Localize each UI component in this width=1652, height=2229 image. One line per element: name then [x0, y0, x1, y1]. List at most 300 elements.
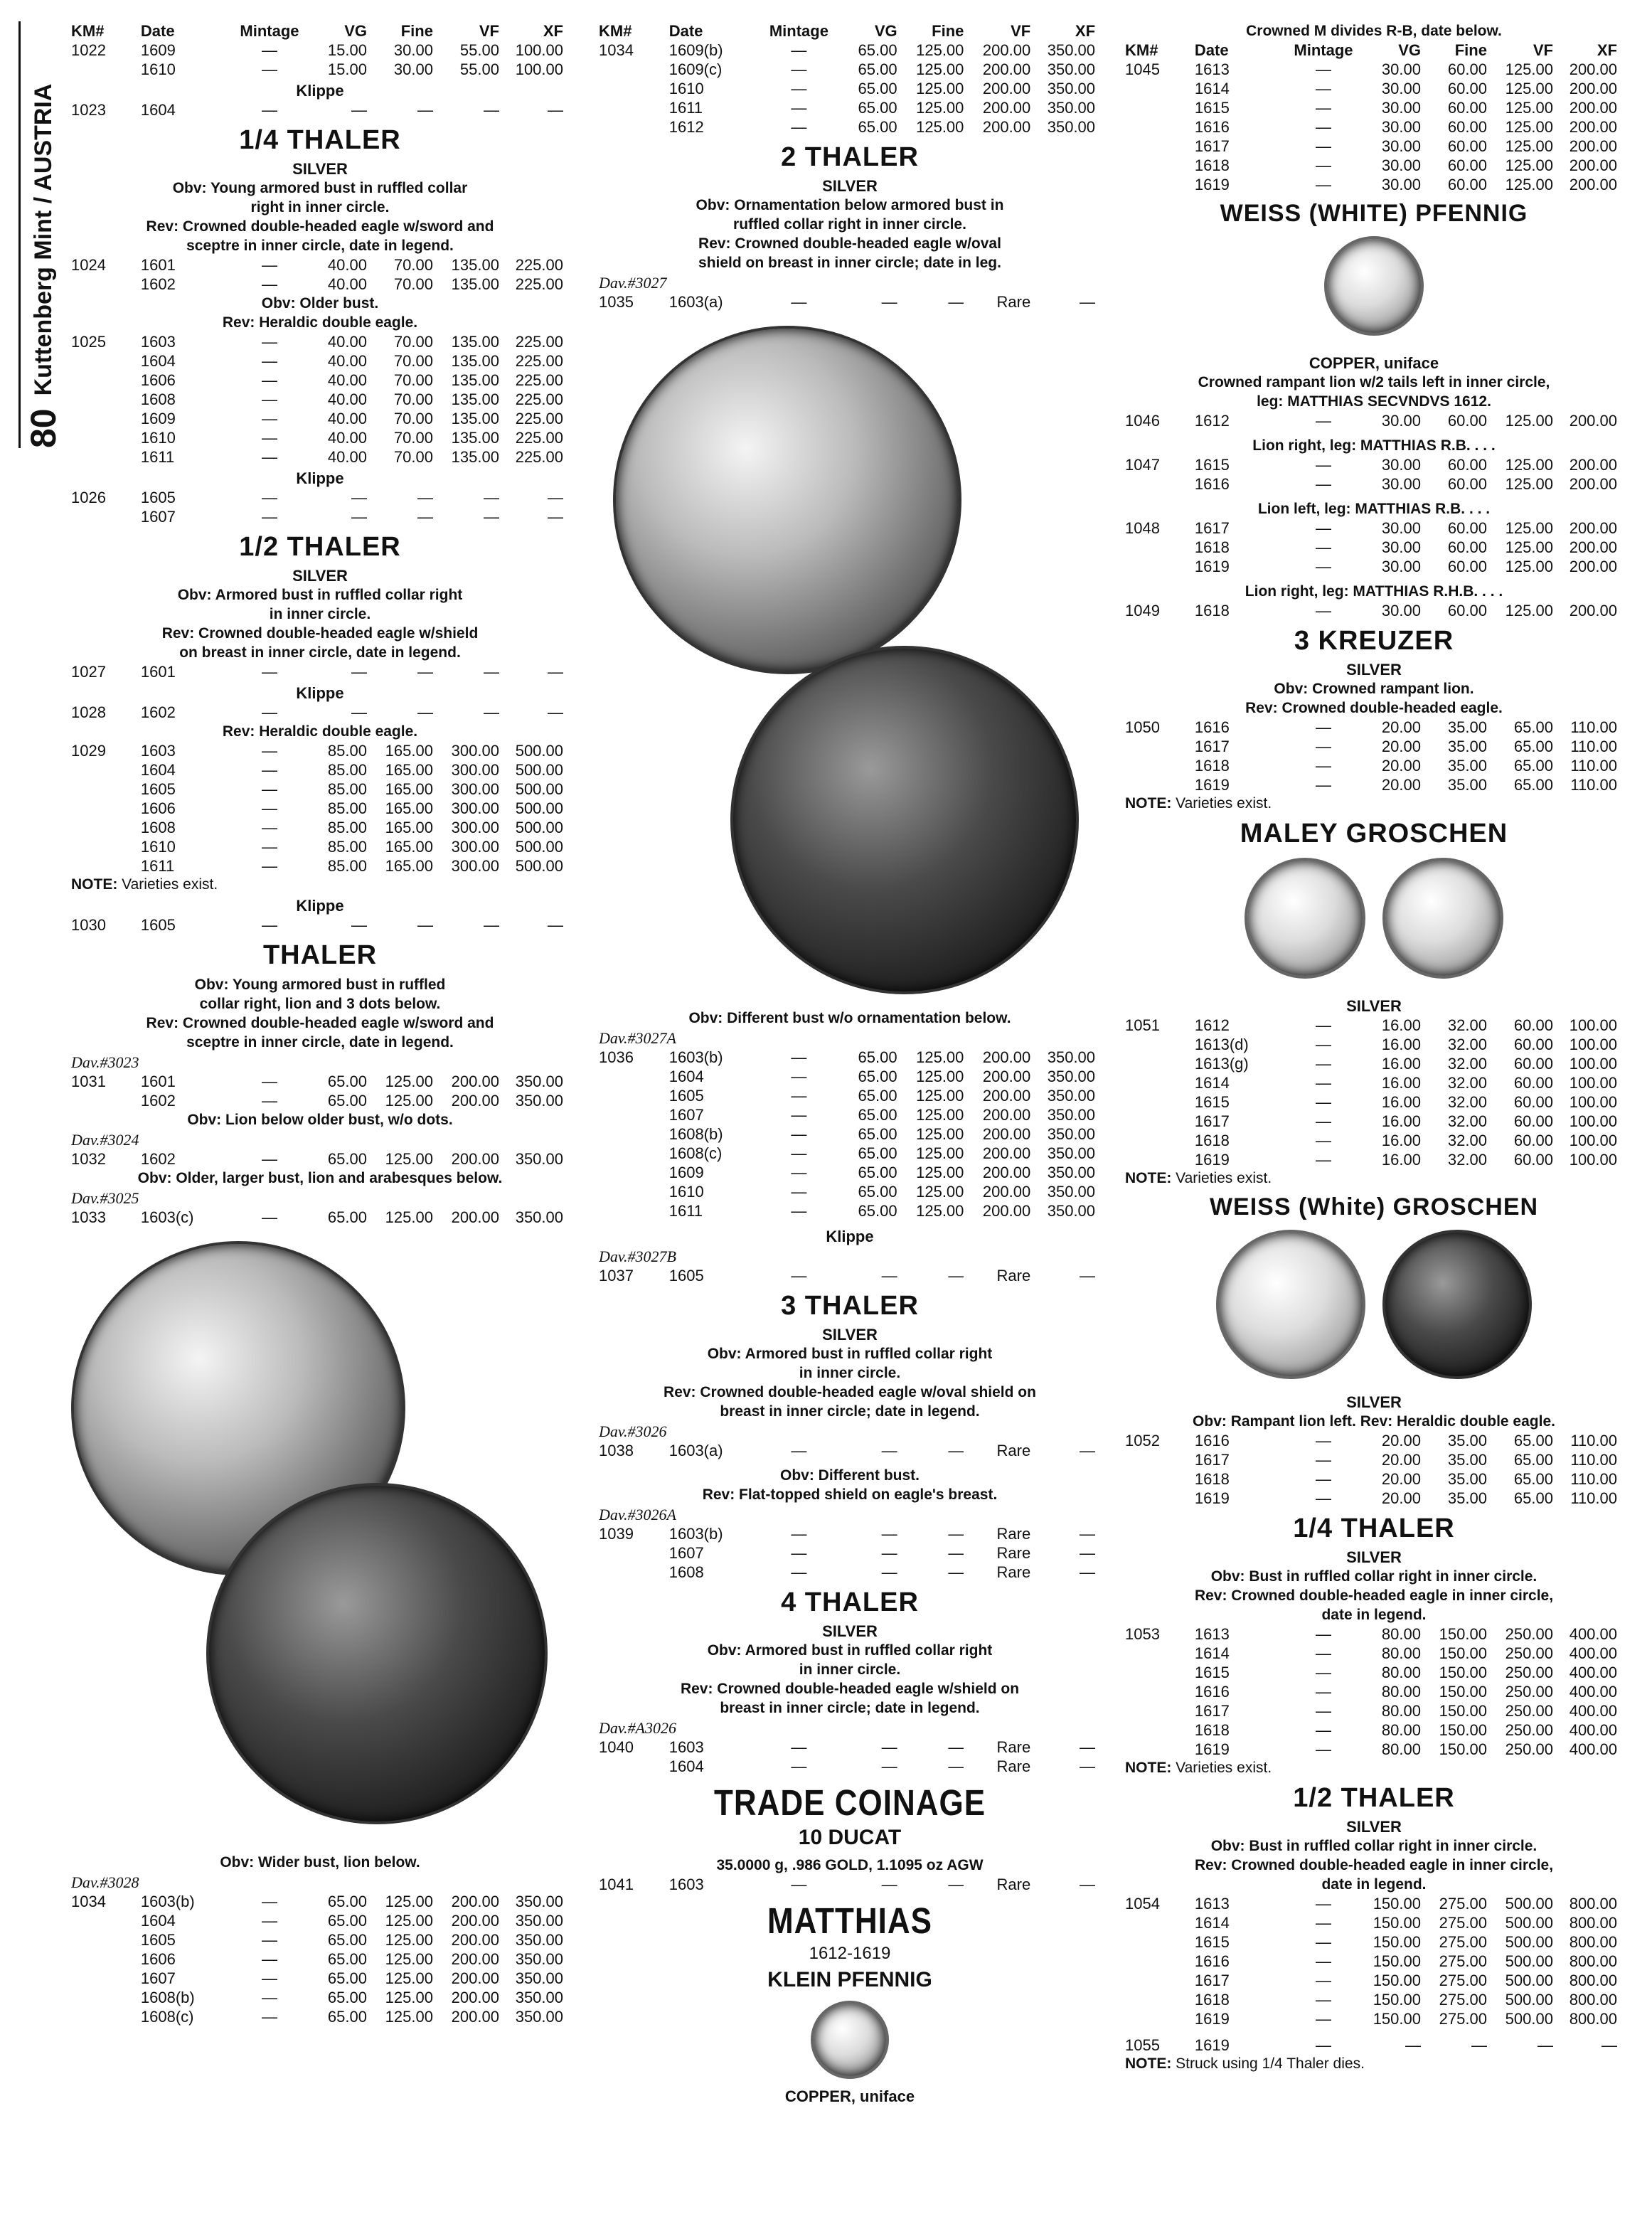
table-cell-dt: 1609: [668, 1164, 704, 1181]
table-cell-fi: 125.00: [385, 1150, 433, 1168]
table-cell-mint: —: [1315, 137, 1331, 155]
table-row: [1125, 79, 1623, 98]
table-cell-dt: 1617: [1194, 1112, 1230, 1130]
listing-block: [599, 292, 1101, 312]
listing-block: [1125, 518, 1623, 576]
table-cell-dt: 1618: [1194, 1132, 1230, 1149]
table-cell-km: [71, 2007, 141, 2026]
table-row: [71, 780, 569, 799]
listing-block: [71, 488, 569, 526]
table-cell-km: 1039: [599, 1525, 634, 1543]
table-header: KM# Date Mintage VG Fine VF XF: [1125, 41, 1617, 59]
table-cell-fi: —: [948, 1525, 964, 1543]
table-cell-xf: 500.00: [515, 742, 563, 760]
coin-photo-pair: [1125, 1230, 1623, 1379]
table-cell-vg: 16.00: [1381, 1016, 1421, 1034]
table-cell-vf: 200.00: [982, 1048, 1031, 1066]
table-cell-dt: 1603: [140, 333, 176, 351]
table-cell-km: [1125, 79, 1195, 98]
table-cell-vg: 16.00: [1381, 1093, 1421, 1111]
table-cell-vg: 30.00: [1381, 99, 1421, 117]
table-cell-km: [599, 98, 669, 117]
description-line: Obv: Crowned rampant lion.: [1274, 681, 1474, 697]
page-number: 80: [23, 408, 63, 448]
table-cell-xf: 350.00: [515, 1073, 563, 1090]
table-row: [71, 1930, 569, 1949]
table-cell-vf: Rare: [996, 1442, 1031, 1459]
table-cell-fi: —: [948, 1876, 964, 1893]
table-cell-vf: 200.00: [451, 1208, 499, 1226]
table-cell-vg: 80.00: [1381, 1644, 1421, 1662]
table-row: [1125, 117, 1623, 137]
table-cell-fi: 165.00: [385, 857, 433, 875]
table-cell-xf: 200.00: [1569, 99, 1617, 117]
table-cell-vg: 40.00: [327, 256, 367, 274]
table-cell-vf: 65.00: [1513, 738, 1553, 755]
table-cell-km: [1125, 1740, 1195, 1759]
table-cell-vf: 60.00: [1513, 1151, 1553, 1169]
table-cell-mint: —: [791, 1048, 807, 1066]
table-cell-dt: 1615: [1194, 99, 1230, 117]
listing-block: [599, 1524, 1101, 1582]
table-cell-fi: 275.00: [1439, 1952, 1487, 1970]
table-cell-fi: 70.00: [393, 448, 433, 466]
table-cell-mint: —: [1315, 538, 1331, 556]
table-cell-dt: 1615: [1194, 456, 1230, 474]
table-cell-xf: 100.00: [515, 60, 563, 78]
table-cell-mint: —: [1315, 80, 1331, 97]
table-row: [599, 1144, 1101, 1163]
listing-block: [1125, 1016, 1623, 1169]
table-cell-xf: 225.00: [515, 333, 563, 351]
table-cell-xf: 350.00: [1047, 1202, 1096, 1220]
davenport-ref: Dav.#3025: [71, 1189, 139, 1207]
table-cell-km: 1029: [71, 742, 106, 760]
table-cell-km: [1125, 1150, 1195, 1169]
description-line: Rev: Crowned double-headed eagle w/oval shield on: [664, 1384, 1036, 1400]
table-cell-vg: 30.00: [1381, 137, 1421, 155]
table-cell-vf: 135.00: [451, 352, 499, 370]
table-cell-km: 1054: [1125, 1895, 1160, 1913]
table-cell-vg: —: [351, 916, 367, 934]
table-cell-vg: 150.00: [1373, 2010, 1421, 2028]
description-line: Obv: Young armored bust in ruffled collar: [172, 180, 468, 196]
table-cell-dt: 1612: [668, 118, 704, 136]
table-cell-xf: 400.00: [1569, 1625, 1617, 1643]
table-cell-fi: 70.00: [393, 352, 433, 370]
table-row: [71, 332, 569, 351]
description-line: date in legend.: [1321, 1876, 1427, 1893]
table-cell-vf: 135.00: [451, 275, 499, 293]
table-cell-fi: 60.00: [1447, 412, 1487, 430]
table-row: [599, 1124, 1101, 1144]
listing-block: [71, 100, 569, 119]
coin-reverse-image: [1382, 1230, 1532, 1379]
table-cell-mint: —: [261, 410, 277, 427]
table-cell-km: 1053: [1125, 1625, 1160, 1643]
denomination-title: 3 KREUZER: [1294, 626, 1454, 656]
table-cell-km: [599, 117, 669, 137]
table-cell-vf: 125.00: [1505, 519, 1553, 537]
table-cell-km: [71, 780, 141, 799]
table-cell-dt: 1617: [1194, 1972, 1230, 1989]
table-cell-dt: 1615: [1194, 1664, 1230, 1681]
table-cell-km: [1125, 1682, 1195, 1701]
table-cell-mint: —: [261, 489, 277, 506]
table-row: [599, 1182, 1101, 1201]
table-cell-dt: 1608: [140, 819, 176, 836]
table-cell-vg: 80.00: [1381, 1740, 1421, 1758]
table-cell-fi: 275.00: [1439, 1972, 1487, 1989]
table-cell-vf: 60.00: [1513, 1074, 1553, 1092]
table-row: [1125, 98, 1623, 117]
description-line: breast in inner circle; date in legend.: [720, 1700, 980, 1716]
description-line: in inner circle.: [799, 1365, 901, 1381]
klippe-label: Klippe: [826, 1228, 874, 1245]
table-cell-dt: 1604: [140, 761, 176, 779]
table-cell-xf: 350.00: [1047, 1183, 1096, 1201]
table-cell-xf: 350.00: [1047, 1144, 1096, 1162]
table-row: [71, 1892, 569, 1911]
table-cell-mint: —: [1315, 1683, 1331, 1701]
table-cell-vf: 300.00: [451, 799, 499, 817]
table-cell-xf: 800.00: [1569, 1952, 1617, 1970]
table-row: [1125, 1150, 1623, 1169]
table-cell-vf: 200.00: [982, 1183, 1031, 1201]
table-cell-km: 1035: [599, 293, 634, 311]
table-cell-mint: —: [791, 1525, 807, 1543]
table-cell-vf: Rare: [996, 1525, 1031, 1543]
table-cell-km: [599, 1563, 669, 1582]
listing-block: [71, 1208, 569, 1227]
table-cell-xf: 225.00: [515, 429, 563, 447]
table-cell-km: [1125, 557, 1195, 576]
description-line: collar right, lion and 3 dots below.: [199, 996, 441, 1012]
table-cell-vg: 30.00: [1381, 558, 1421, 575]
table-cell-fi: 125.00: [916, 1164, 964, 1181]
description-line: Rev: Crowned double-headed eagle.: [1245, 700, 1503, 716]
table-cell-xf: 200.00: [1569, 60, 1617, 78]
table-cell-fi: 35.00: [1447, 738, 1487, 755]
table-cell-fi: 125.00: [385, 1208, 433, 1226]
table-cell-vg: 65.00: [858, 1087, 897, 1105]
table-row: [71, 915, 569, 935]
table-cell-xf: 800.00: [1569, 1895, 1617, 1913]
table-cell-dt: 1618: [1194, 602, 1230, 619]
table-cell-fi: 125.00: [916, 1048, 964, 1066]
table-cell-km: [1125, 1932, 1195, 1952]
davenport-ref: Dav.#3028: [71, 1873, 139, 1891]
table-cell-vg: 65.00: [858, 99, 897, 117]
table-cell-fi: 60.00: [1447, 156, 1487, 174]
table-row: [71, 741, 569, 760]
table-row: [1125, 1431, 1623, 1450]
table-cell-fi: 125.00: [916, 1183, 964, 1201]
table-cell-mint: —: [1315, 1112, 1331, 1130]
table-cell-fi: 275.00: [1439, 1914, 1487, 1932]
table-row: [599, 1266, 1101, 1285]
table-cell-dt: 1619: [1194, 1151, 1230, 1169]
table-cell-xf: 350.00: [515, 1989, 563, 2006]
table-cell-km: [1125, 1720, 1195, 1740]
table-cell-mint: —: [261, 275, 277, 293]
table-cell-vf: 65.00: [1513, 1432, 1553, 1449]
table-row: [599, 1441, 1101, 1460]
coin-photo-pair: [599, 312, 1101, 1009]
table-cell-xf: —: [548, 663, 563, 681]
table-cell-vf: 200.00: [982, 118, 1031, 136]
table-cell-mint: —: [791, 1442, 807, 1459]
table-row: [71, 1091, 569, 1110]
table-cell-vg: 65.00: [858, 80, 897, 97]
table-row: [1125, 156, 1623, 175]
table-cell-vf: 250.00: [1505, 1740, 1553, 1758]
table-cell-km: [1125, 1971, 1195, 1990]
table-row: [71, 1911, 569, 1930]
table-cell-mint: —: [1315, 718, 1331, 736]
table-cell-fi: 165.00: [385, 838, 433, 856]
table-cell-dt: 1617: [1194, 137, 1230, 155]
table-cell-vg: —: [881, 1876, 897, 1893]
table-cell-fi: 70.00: [393, 256, 433, 274]
table-cell-km: 1024: [71, 256, 106, 274]
table-cell-dt: 1603(b): [668, 1048, 723, 1066]
listing-block: [1125, 601, 1623, 620]
table-cell-vg: 15.00: [327, 41, 367, 59]
table-cell-fi: 125.00: [916, 1144, 964, 1162]
table-row: [71, 390, 569, 409]
table-cell-mint: —: [791, 1068, 807, 1085]
table-cell-mint: —: [1315, 1055, 1331, 1073]
table-cell-km: [1125, 175, 1195, 194]
table-cell-km: 1051: [1125, 1016, 1160, 1034]
table-cell-mint: —: [791, 1125, 807, 1143]
table-cell-vg: 80.00: [1381, 1721, 1421, 1739]
table-cell-mint: —: [261, 508, 277, 526]
listing-block: [71, 1892, 569, 2026]
description-line: Crowned M divides R-B, date below.: [1246, 23, 1502, 39]
table-cell-km: [599, 1144, 669, 1163]
note: NOTE: Varieties exist.: [71, 876, 218, 893]
table-cell-dt: 1616: [1194, 718, 1230, 736]
table-cell-dt: 1610: [140, 60, 176, 78]
table-cell-xf: 800.00: [1569, 1933, 1617, 1951]
table-cell-vf: 200.00: [451, 1912, 499, 1930]
table-cell-dt: 1619: [1194, 1740, 1230, 1758]
table-cell-km: 1050: [1125, 718, 1160, 736]
table-cell-dt: 1605: [140, 916, 176, 934]
table-cell-dt: 1604: [668, 1757, 704, 1775]
table-row: [71, 100, 569, 119]
table-row: [1125, 756, 1623, 775]
table-cell-fi: 60.00: [1447, 118, 1487, 136]
coin-image: [1324, 236, 1424, 336]
table-cell-vf: 200.00: [982, 80, 1031, 97]
table-cell-xf: 350.00: [1047, 80, 1096, 97]
table-cell-mint: —: [1315, 1933, 1331, 1951]
table-cell-mint: —: [1315, 1432, 1331, 1449]
table-cell-vf: 200.00: [982, 1144, 1031, 1162]
table-cell-mint: —: [261, 1912, 277, 1930]
table-cell-xf: 200.00: [1569, 538, 1617, 556]
table-cell-km: 1037: [599, 1267, 634, 1284]
table-cell-vf: 60.00: [1513, 1036, 1553, 1053]
listing-block: [71, 1072, 569, 1110]
description-line: Rev: Crowned double-headed eagle w/sword and: [146, 218, 494, 235]
table-cell-fi: 32.00: [1447, 1074, 1487, 1092]
table-cell-vg: 30.00: [1381, 176, 1421, 193]
table-row: [1125, 1644, 1623, 1663]
table-cell-fi: 60.00: [1447, 60, 1487, 78]
table-cell-vf: 200.00: [451, 1150, 499, 1168]
table-cell-xf: —: [1080, 293, 1096, 311]
table-cell-xf: 500.00: [515, 780, 563, 798]
denomination-title: 1/4 THALER: [1293, 1514, 1455, 1543]
table-cell-xf: 100.00: [1569, 1132, 1617, 1149]
table-cell-vg: 65.00: [858, 1164, 897, 1181]
table-cell-vg: 40.00: [327, 390, 367, 408]
table-cell-mint: —: [261, 1073, 277, 1090]
table-row: [1125, 1073, 1623, 1092]
table-cell-mint: —: [791, 80, 807, 97]
table-cell-xf: 400.00: [1569, 1664, 1617, 1681]
description-line: date in legend.: [1321, 1607, 1427, 1623]
table-cell-dt: 1614: [1194, 1074, 1230, 1092]
table-cell-vg: 65.00: [858, 1144, 897, 1162]
table-cell-dt: 1602: [140, 1092, 176, 1110]
table-cell-dt: 1603: [668, 1876, 704, 1893]
table-cell-km: [1125, 117, 1195, 137]
table-row: [1125, 1035, 1623, 1054]
table-cell-vg: 30.00: [1381, 156, 1421, 174]
table-row: [71, 41, 569, 60]
table-cell-vf: 250.00: [1505, 1683, 1553, 1701]
table-cell-mint: —: [1315, 99, 1331, 117]
metal-label: COPPER, uniface: [784, 2087, 915, 2105]
table-cell-km: 1023: [71, 101, 106, 119]
table-row: [1125, 175, 1623, 194]
table-cell-km: [1125, 1073, 1195, 1092]
table-cell-mint: —: [1315, 1151, 1331, 1169]
coin-photo: [599, 2001, 1101, 2079]
table-cell-fi: 70.00: [393, 429, 433, 447]
table-cell-fi: 35.00: [1447, 776, 1487, 794]
table-cell-km: 1033: [71, 1208, 106, 1226]
table-row: [71, 1208, 569, 1227]
table-cell-xf: 225.00: [515, 352, 563, 370]
table-cell-xf: 100.00: [1569, 1036, 1617, 1053]
table-cell-vf: —: [1537, 2036, 1553, 2054]
note: NOTE: Varieties exist.: [1125, 1170, 1272, 1186]
table-cell-vf: 200.00: [451, 1073, 499, 1090]
table-cell-vg: 65.00: [327, 1989, 367, 2006]
table-cell-dt: 1608: [140, 390, 176, 408]
table-cell-vg: —: [351, 703, 367, 721]
table-cell-mint: —: [791, 1202, 807, 1220]
table-cell-vg: 40.00: [327, 371, 367, 389]
klippe-label: Klippe: [296, 684, 344, 702]
table-cell-vg: —: [881, 293, 897, 311]
table-cell-xf: —: [1080, 1442, 1096, 1459]
table-cell-dt: 1604: [140, 101, 176, 119]
table-cell-xf: 200.00: [1569, 156, 1617, 174]
description-line: 35.0000 g, .986 GOLD, 1.1095 oz AGW: [716, 1857, 984, 1873]
table-cell-fi: 32.00: [1447, 1036, 1487, 1053]
table-row: [1125, 1932, 1623, 1952]
table-cell-dt: 1608(b): [668, 1125, 723, 1143]
table-cell-vg: 40.00: [327, 410, 367, 427]
table-row: [71, 818, 569, 837]
table-cell-mint: —: [261, 2008, 277, 2026]
table-cell-mint: —: [1315, 1972, 1331, 1989]
table-row: [599, 60, 1101, 79]
table-cell-mint: —: [261, 780, 277, 798]
table-cell-vf: 200.00: [982, 60, 1031, 78]
table-cell-dt: 1608(c): [140, 2008, 194, 2026]
description-line: in inner circle.: [799, 1661, 901, 1678]
table-cell-xf: —: [1080, 1563, 1096, 1581]
table-cell-fi: —: [948, 1757, 964, 1775]
table-cell-xf: —: [1080, 1876, 1096, 1893]
table-row: [1125, 1740, 1623, 1759]
table-row: [1125, 2009, 1623, 2028]
table-row: [71, 1988, 569, 2007]
table-cell-vf: 500.00: [1505, 1952, 1553, 1970]
table-cell-dt: 1607: [140, 508, 176, 526]
table-cell-xf: —: [1080, 1757, 1096, 1775]
table-cell-fi: 125.00: [385, 1912, 433, 1930]
table-cell-vf: 500.00: [1505, 1933, 1553, 1951]
description-line: Lion right, leg: MATTHIAS R.B. . . .: [1252, 437, 1496, 454]
table-cell-fi: 60.00: [1447, 519, 1487, 537]
table-cell-mint: —: [791, 1563, 807, 1581]
table-cell-xf: 350.00: [1047, 99, 1096, 117]
table-cell-vg: 65.00: [327, 2008, 367, 2026]
table-cell-vg: 16.00: [1381, 1036, 1421, 1053]
table-cell-mint: —: [261, 819, 277, 836]
table-cell-vg: 85.00: [327, 857, 367, 875]
table-cell-xf: 200.00: [1569, 456, 1617, 474]
table-row: [1125, 1913, 1623, 1932]
table-row: [599, 1048, 1101, 1067]
table-cell-dt: 1611: [668, 1202, 703, 1220]
table-cell-vg: 80.00: [1381, 1664, 1421, 1681]
table-row: [599, 79, 1101, 98]
metal-label: SILVER: [822, 1326, 878, 1344]
table-cell-vg: —: [351, 663, 367, 681]
table-cell-vg: 65.00: [327, 1893, 367, 1910]
table-row: [1125, 1016, 1623, 1035]
table-cell-mint: —: [261, 429, 277, 447]
table-cell-mint: —: [1315, 475, 1331, 493]
table-cell-km: [1125, 1913, 1195, 1932]
table-cell-vf: 200.00: [451, 1969, 499, 1987]
table-cell-km: 1022: [71, 41, 106, 59]
table-row: [71, 1969, 569, 1988]
table-cell-km: [599, 1105, 669, 1124]
table-cell-dt: 1619: [1194, 2010, 1230, 2028]
table-cell-km: [599, 60, 669, 79]
table-cell-fi: 35.00: [1447, 1451, 1487, 1469]
table-cell-fi: 32.00: [1447, 1151, 1487, 1169]
table-cell-fi: 60.00: [1447, 80, 1487, 97]
table-cell-km: 1055: [1125, 2036, 1160, 2054]
table-row: [1125, 1450, 1623, 1469]
table-cell-xf: 500.00: [515, 799, 563, 817]
table-cell-dt: 1604: [668, 1068, 704, 1085]
table-cell-xf: 110.00: [1570, 757, 1617, 775]
table-cell-vf: —: [483, 916, 499, 934]
